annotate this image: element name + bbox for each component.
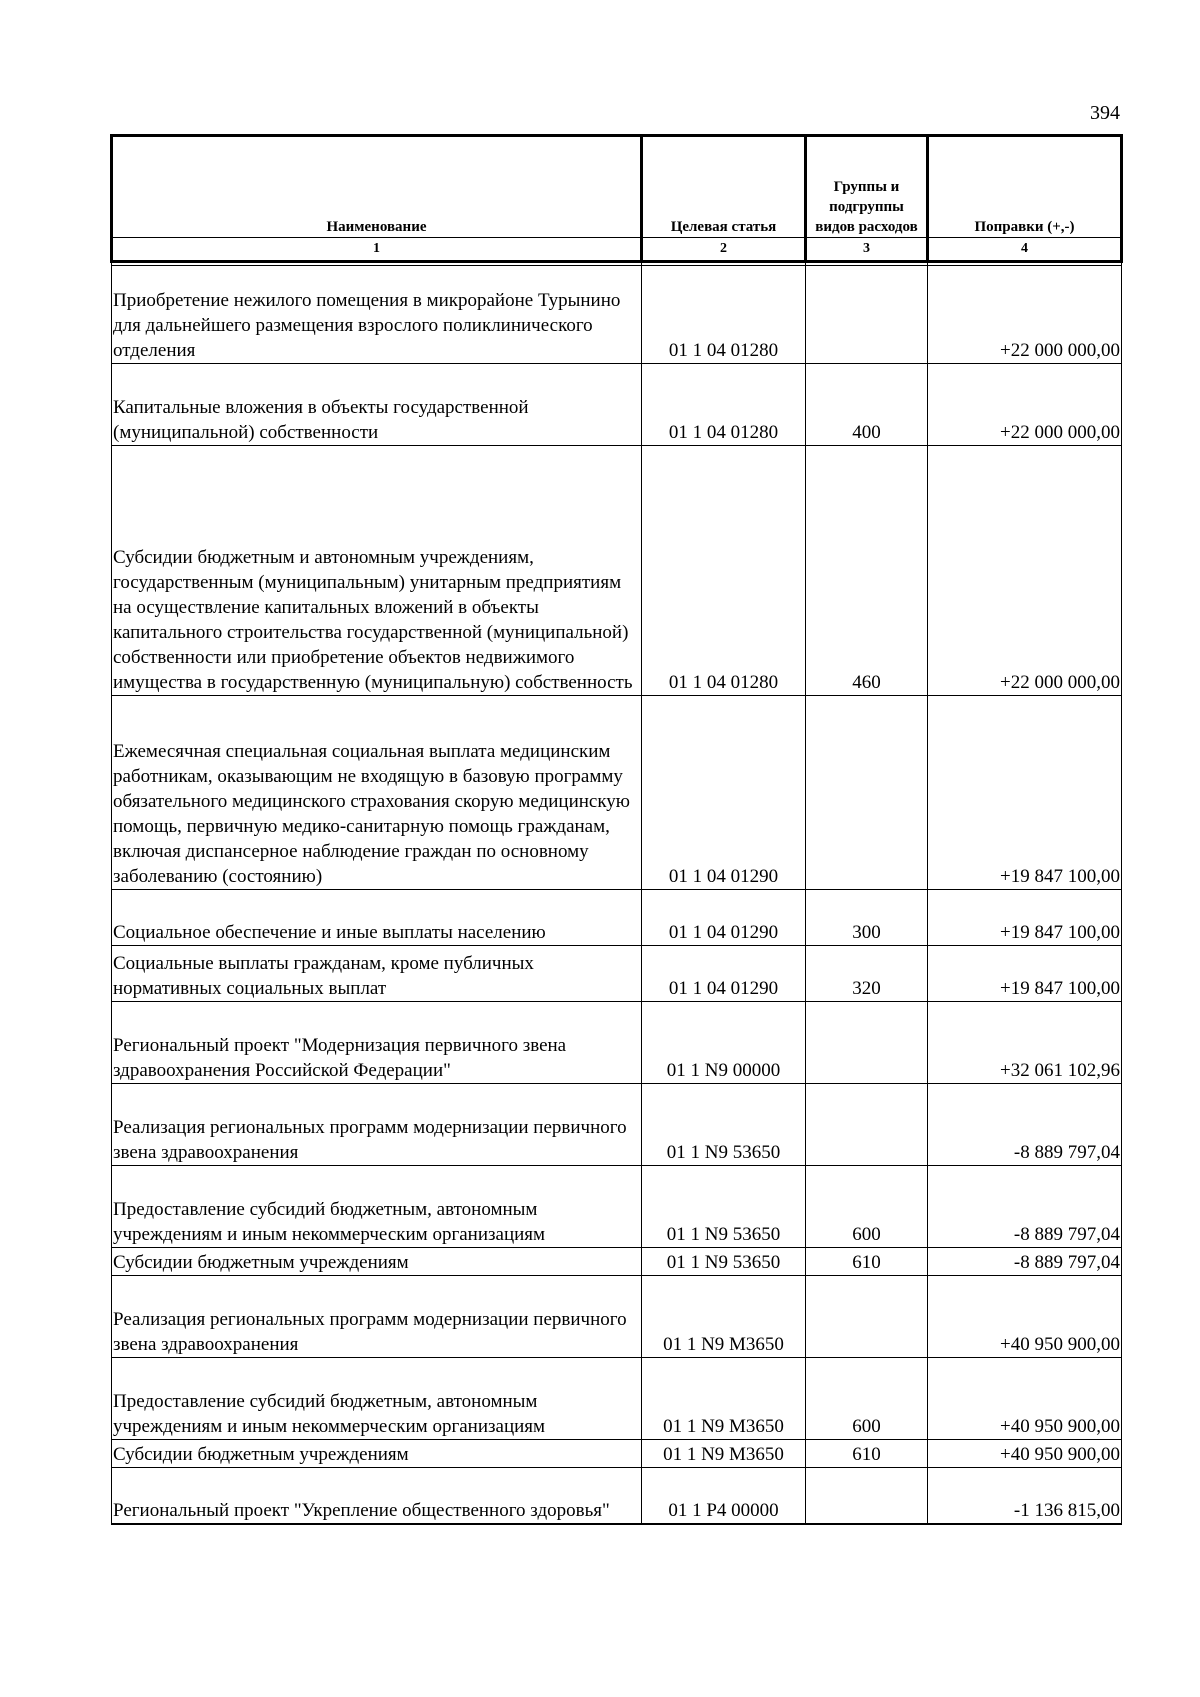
header-expense-groups: Группы и подгруппы видов расходов [806, 136, 928, 238]
table-row [112, 266, 1122, 364]
row-name: Региональный проект "Укрепление общественного здоровья" [112, 1468, 642, 1524]
row-group: 600 [806, 1166, 928, 1248]
column-number-3: 3 [806, 238, 928, 262]
page-number: 394 [1090, 102, 1120, 124]
row-code: 01 1 04 01290 [642, 890, 806, 946]
row-amount: +22 000 000,00 [928, 446, 1122, 696]
row-group: 610 [806, 1248, 928, 1276]
row-code: 01 1 04 01280 [642, 266, 806, 364]
row-group: 600 [806, 1358, 928, 1440]
row-group [806, 696, 928, 890]
row-name: Капитальные вложения в объекты государственной (муниципальной) собственности [112, 364, 642, 446]
table-row [112, 364, 1122, 446]
row-group: 400 [806, 364, 928, 446]
row-group: 460 [806, 446, 928, 696]
header-amendments: Поправки (+,-) [928, 136, 1122, 238]
row-amount: +19 847 100,00 [928, 696, 1122, 890]
row-name: Предоставление субсидий бюджетным, автономным учреждениям и иным некоммерческим организациям [112, 1358, 642, 1440]
row-amount: -1 136 815,00 [928, 1468, 1122, 1524]
row-code: 01 1 04 01290 [642, 946, 806, 1002]
row-amount: +32 061 102,96 [928, 1002, 1122, 1084]
table-row [112, 1276, 1122, 1358]
row-name: Предоставление субсидий бюджетным, автономным учреждениям и иным некоммерческим организациям [112, 1166, 642, 1248]
row-name: Субсидии бюджетным и автономным учреждениям, государственным (муниципальным) унитарным предприятиям на осуществление капитальных вложений в объекты капитального строительства государственной (муниципальной) собственности или приобретение объектов недвижимого имущества в государственную (муниципальную) собственность [112, 446, 642, 696]
row-code: 01 1 N9 00000 [642, 1002, 806, 1084]
row-code: 01 1 N9 M3650 [642, 1440, 806, 1468]
row-amount: +40 950 900,00 [928, 1440, 1122, 1468]
row-group [806, 1084, 928, 1166]
row-name: Ежемесячная специальная социальная выплата медицинским работникам, оказывающим не входящую в базовую программу обязательного медицинского страхования скорую медицинскую помощь, первичную медико-санитарную помощь гражданам, включая диспансерное наблюдение граждан по основному заболеванию (состоянию) [112, 696, 642, 890]
column-number-4: 4 [928, 238, 1122, 262]
row-group: 300 [806, 890, 928, 946]
row-name: Субсидии бюджетным учреждениям [112, 1440, 642, 1468]
column-number-1: 1 [112, 238, 642, 262]
budget-amendments-table [110, 134, 1123, 1525]
table-row [112, 1248, 1122, 1276]
row-amount: +19 847 100,00 [928, 890, 1122, 946]
table-body [112, 266, 1122, 1524]
row-code: 01 1 04 01280 [642, 446, 806, 696]
row-name: Приобретение нежилого помещения в микрорайоне Турынино для дальнейшего размещения взрослого поликлинического отделения [112, 266, 642, 364]
table-row [112, 446, 1122, 696]
table-row [112, 946, 1122, 1002]
row-code: 01 1 N9 53650 [642, 1084, 806, 1166]
row-code: 01 1 N9 M3650 [642, 1358, 806, 1440]
row-amount: -8 889 797,04 [928, 1166, 1122, 1248]
row-group [806, 1276, 928, 1358]
row-group [806, 1002, 928, 1084]
row-name: Социальные выплаты гражданам, кроме публичных нормативных социальных выплат [112, 946, 642, 1002]
row-name: Реализация региональных программ модернизации первичного звена здравоохранения [112, 1084, 642, 1166]
table-row [112, 1166, 1122, 1248]
table-row [112, 890, 1122, 946]
row-amount: +19 847 100,00 [928, 946, 1122, 1002]
row-code: 01 1 N9 M3650 [642, 1276, 806, 1358]
row-code: 01 1 04 01280 [642, 364, 806, 446]
row-amount: +40 950 900,00 [928, 1276, 1122, 1358]
row-amount: +40 950 900,00 [928, 1358, 1122, 1440]
row-code: 01 1 N9 53650 [642, 1166, 806, 1248]
column-number-2: 2 [642, 238, 806, 262]
row-group: 610 [806, 1440, 928, 1468]
row-name: Реализация региональных программ модернизации первичного звена здравоохранения [112, 1276, 642, 1358]
column-number-row [112, 238, 1122, 262]
header-name: Наименование [112, 136, 642, 238]
row-code: 01 1 P4 00000 [642, 1468, 806, 1524]
table-row [112, 1084, 1122, 1166]
table-row [112, 1002, 1122, 1084]
row-code: 01 1 04 01290 [642, 696, 806, 890]
table-row [112, 696, 1122, 890]
row-amount: -8 889 797,04 [928, 1248, 1122, 1276]
row-amount: -8 889 797,04 [928, 1084, 1122, 1166]
table-row [112, 1468, 1122, 1524]
row-amount: +22 000 000,00 [928, 364, 1122, 446]
row-group [806, 1468, 928, 1524]
row-group: 320 [806, 946, 928, 1002]
header-target-article: Целевая статья [642, 136, 806, 238]
row-name: Региональный проект "Модернизация первичного звена здравоохранения Российской Федерации" [112, 1002, 642, 1084]
row-amount: +22 000 000,00 [928, 266, 1122, 364]
row-group [806, 266, 928, 364]
table-header-row [112, 136, 1122, 238]
table-row [112, 1440, 1122, 1468]
row-name: Субсидии бюджетным учреждениям [112, 1248, 642, 1276]
row-code: 01 1 N9 53650 [642, 1248, 806, 1276]
row-name: Социальное обеспечение и иные выплаты населению [112, 890, 642, 946]
table-row [112, 1358, 1122, 1440]
